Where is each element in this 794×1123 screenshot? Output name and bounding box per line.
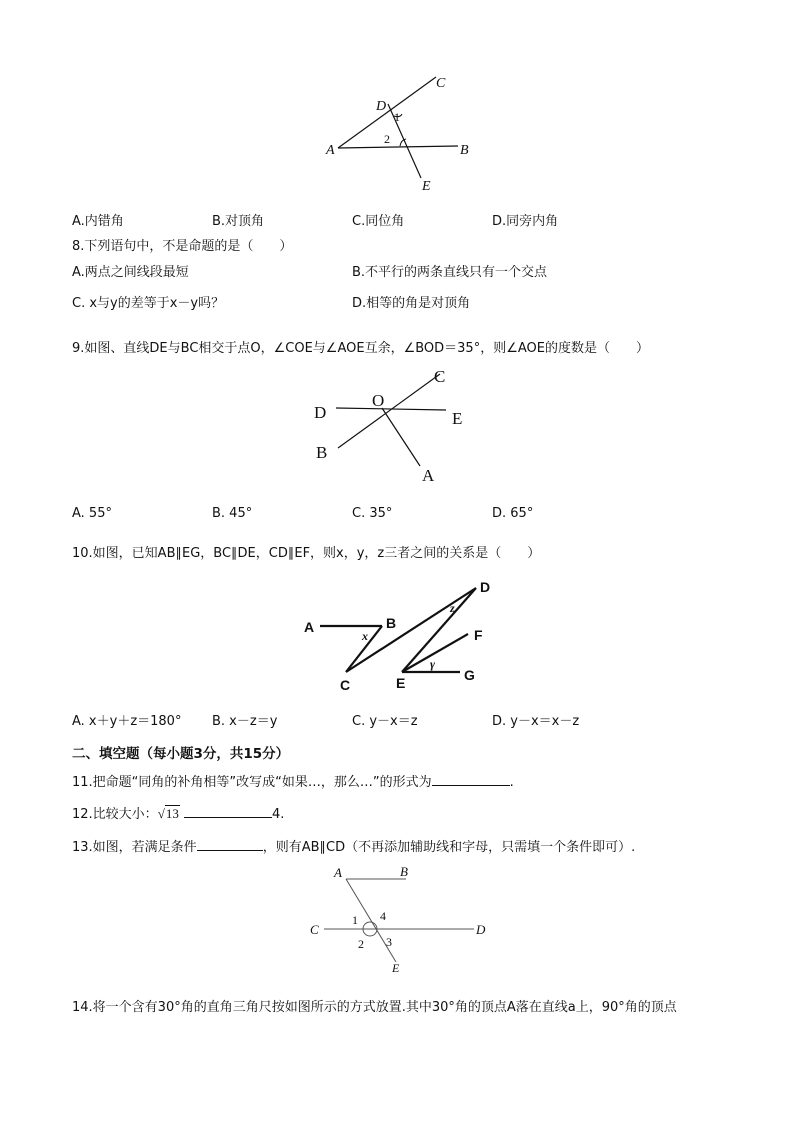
label-A: A [326, 143, 335, 158]
q10-option-c[interactable]: C. y－x＝z [352, 714, 418, 729]
q10-option-a[interactable]: A. x＋y＋z＝180° [72, 714, 182, 729]
label-E: E [392, 961, 400, 975]
section-title: 二、填空题（每小题3分，共15分） [72, 746, 290, 762]
q9-option-c[interactable]: C. 35° [352, 506, 393, 521]
q10-option-b[interactable]: B. x－z＝y [212, 714, 278, 729]
q11 [72, 771, 514, 790]
label-B: B [386, 615, 397, 631]
label-angle-3: 3 [386, 935, 392, 949]
q13-answer-blank[interactable] [197, 838, 263, 851]
sqrt-expression: √13 [157, 806, 179, 821]
label-C: C [310, 922, 319, 937]
label-O: O [372, 391, 385, 410]
label-D: D [480, 579, 491, 595]
label-z: z [450, 601, 455, 615]
label-D: D [376, 99, 387, 114]
figure-q13 [306, 862, 496, 977]
label-gamma: γ [430, 657, 435, 671]
q7-option-b[interactable]: B.对顶角 [212, 214, 265, 229]
q8-stem: 8.下列语句中，不是命题的是（ ） [72, 239, 293, 254]
label-angle-2: 2 [384, 132, 390, 146]
label-angle-4: 4 [380, 909, 386, 923]
label-B: B [460, 143, 469, 158]
q8-option-c[interactable]: C. x与y的差等于x－y吗？ [72, 296, 225, 311]
label-D: D [314, 403, 327, 422]
q14-stem: 14.将一个含有30°角的直角三角尺按如图所示的方式放置.其中30°角的顶点A落在直线a上，90°角的顶点 [72, 1000, 677, 1015]
label-B: B [400, 864, 408, 879]
q10-option-d[interactable]: D. y－x＝x－z [492, 714, 580, 729]
label-C: C [436, 76, 446, 91]
figure-q7 [318, 72, 488, 197]
q11-answer-blank[interactable] [432, 773, 510, 786]
label-E: E [396, 675, 406, 691]
label-E: E [422, 179, 431, 194]
q12-text: 12.比较大小： [72, 807, 158, 822]
q7-option-c[interactable]: C.同位角 [352, 214, 405, 229]
label-angle-1: 1 [394, 110, 400, 124]
q13-text: 13.如图，若满足条件 [72, 840, 197, 855]
sqrt-radicand: 13 [165, 806, 179, 821]
label-A: A [334, 865, 342, 880]
q8-option-d[interactable]: D.相等的角是对顶角 [352, 296, 471, 311]
q11-text: 11.把命题“同角的补角相等”改写成“如果…，那么…”的形式为 [72, 775, 432, 790]
label-angle-2: 2 [358, 937, 364, 951]
q13 [72, 836, 635, 855]
label-E: E [452, 409, 463, 428]
label-D: D [476, 922, 486, 937]
label-F: F [474, 627, 483, 643]
q12-end: 4. [271, 807, 285, 822]
label-x: x [362, 629, 368, 643]
q7-option-a[interactable]: A.内错角 [72, 214, 124, 229]
q9-option-d[interactable]: D. 65° [492, 506, 534, 521]
q9-option-b[interactable]: B. 45° [212, 506, 253, 521]
q7-option-d[interactable]: D.同旁内角 [492, 214, 559, 229]
q8-option-a[interactable]: A.两点之间线段最短 [72, 265, 189, 280]
figure-q9 [308, 366, 478, 486]
label-C: C [340, 677, 351, 693]
q13-after: ，则有AB∥CD（不再添加辅助线和字母，只需填一个条件即可）. [262, 840, 636, 855]
q9-option-a[interactable]: A. 55° [72, 506, 112, 521]
label-C: C [434, 367, 446, 386]
label-B: B [316, 443, 328, 462]
figure-q10 [298, 574, 498, 698]
q12 [72, 803, 284, 822]
q12-answer-blank[interactable] [184, 805, 272, 818]
label-angle-1: 1 [352, 913, 358, 927]
label-A: A [422, 466, 435, 485]
q10-stem: 10.如图，已知AB∥EG，BC∥DE，CD∥EF，则x，y，z三者之间的关系是（ ） [72, 546, 541, 561]
q9-stem: 9.如图、直线DE与BC相交于点O，∠COE与∠AOE互余，∠BOD＝35°，则∠AOE的度数是（ ） [72, 341, 649, 356]
q11-end: . [509, 775, 514, 790]
q8-option-b[interactable]: B.不平行的两条直线只有一个交点 [352, 265, 548, 280]
label-A: A [304, 619, 315, 635]
label-G: G [464, 667, 475, 683]
